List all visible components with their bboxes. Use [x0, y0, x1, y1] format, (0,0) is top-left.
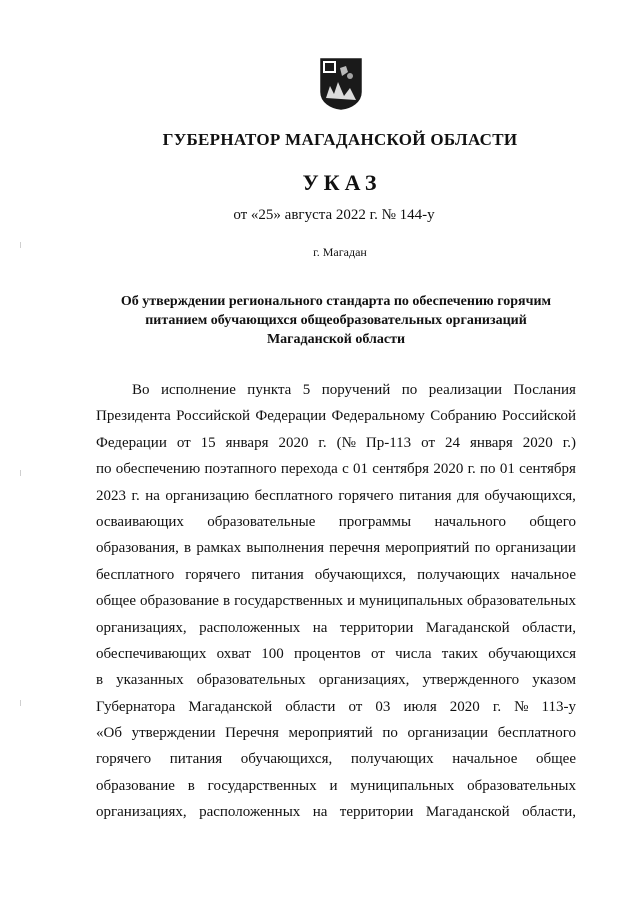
body-line: «Об утверждении Перечня мероприятий по организации бесплатного	[96, 725, 576, 742]
scan-mark	[20, 470, 21, 476]
document-date-number: от «25» августа 2022 г. № 144-у	[233, 207, 435, 223]
body-line: 2023 г. на организацию бесплатного горячего питания для обучающихся,	[96, 487, 576, 504]
body-line: организациях, расположенных на территории Магаданской области,	[96, 619, 576, 636]
body-line: Губернатора Магаданской области от 03 июля 2020 г. № 113-у	[96, 698, 576, 715]
body-line: обеспечивающих охват 100 процентов от числа таких обучающихся	[96, 645, 576, 662]
body-line: образование в государственных и муниципальных образовательных	[96, 777, 576, 794]
body-line: образования, в рамках выполнения перечня мероприятий по организации	[96, 540, 576, 557]
issuer-title: ГУБЕРНАТОР МАГАДАНСКОЙ ОБЛАСТИ	[162, 130, 518, 149]
body-line: в указанных образовательных организациях, утвержденного указом	[96, 672, 576, 689]
document-title	[95, 292, 577, 349]
body-line: Федерации от 15 января 2020 г. (№ Пр-113 от 24 января 2020 г.)	[96, 434, 576, 451]
title-line: Об утверждении регионального стандарта по обеспечению горячим	[120, 294, 552, 309]
body-line: организациях, расположенных на территории Магаданской области,	[96, 804, 576, 821]
coat-of-arms-icon	[320, 58, 362, 110]
body-line: осваивающих образовательные программы начального общего	[96, 513, 576, 530]
body-line: Президента Российской Федерации Федеральному Собранию Российской	[96, 408, 576, 425]
body-line: горячего питания обучающихся, получающих начальное общее	[96, 751, 576, 768]
document-type: УКАЗ	[302, 170, 382, 195]
scan-mark	[20, 700, 21, 706]
body-line: по обеспечению поэтапного перехода с 01 сентября 2020 г. по 01 сентября	[96, 461, 576, 478]
body-line: Во исполнение пункта 5 поручений по реализации Послания	[132, 382, 576, 398]
body-line: бесплатного горячего питания обучающихся, получающих начальное	[96, 566, 576, 583]
body-paragraph	[96, 377, 576, 826]
title-line: Магаданской области	[266, 332, 406, 347]
issuing-city: г. Магадан	[313, 245, 367, 259]
body-line: общее образование в государственных и муниципальных образовательных	[96, 593, 576, 610]
scan-mark	[20, 242, 21, 248]
title-line: питанием обучающихся общеобразовательных организаций	[145, 313, 527, 328]
